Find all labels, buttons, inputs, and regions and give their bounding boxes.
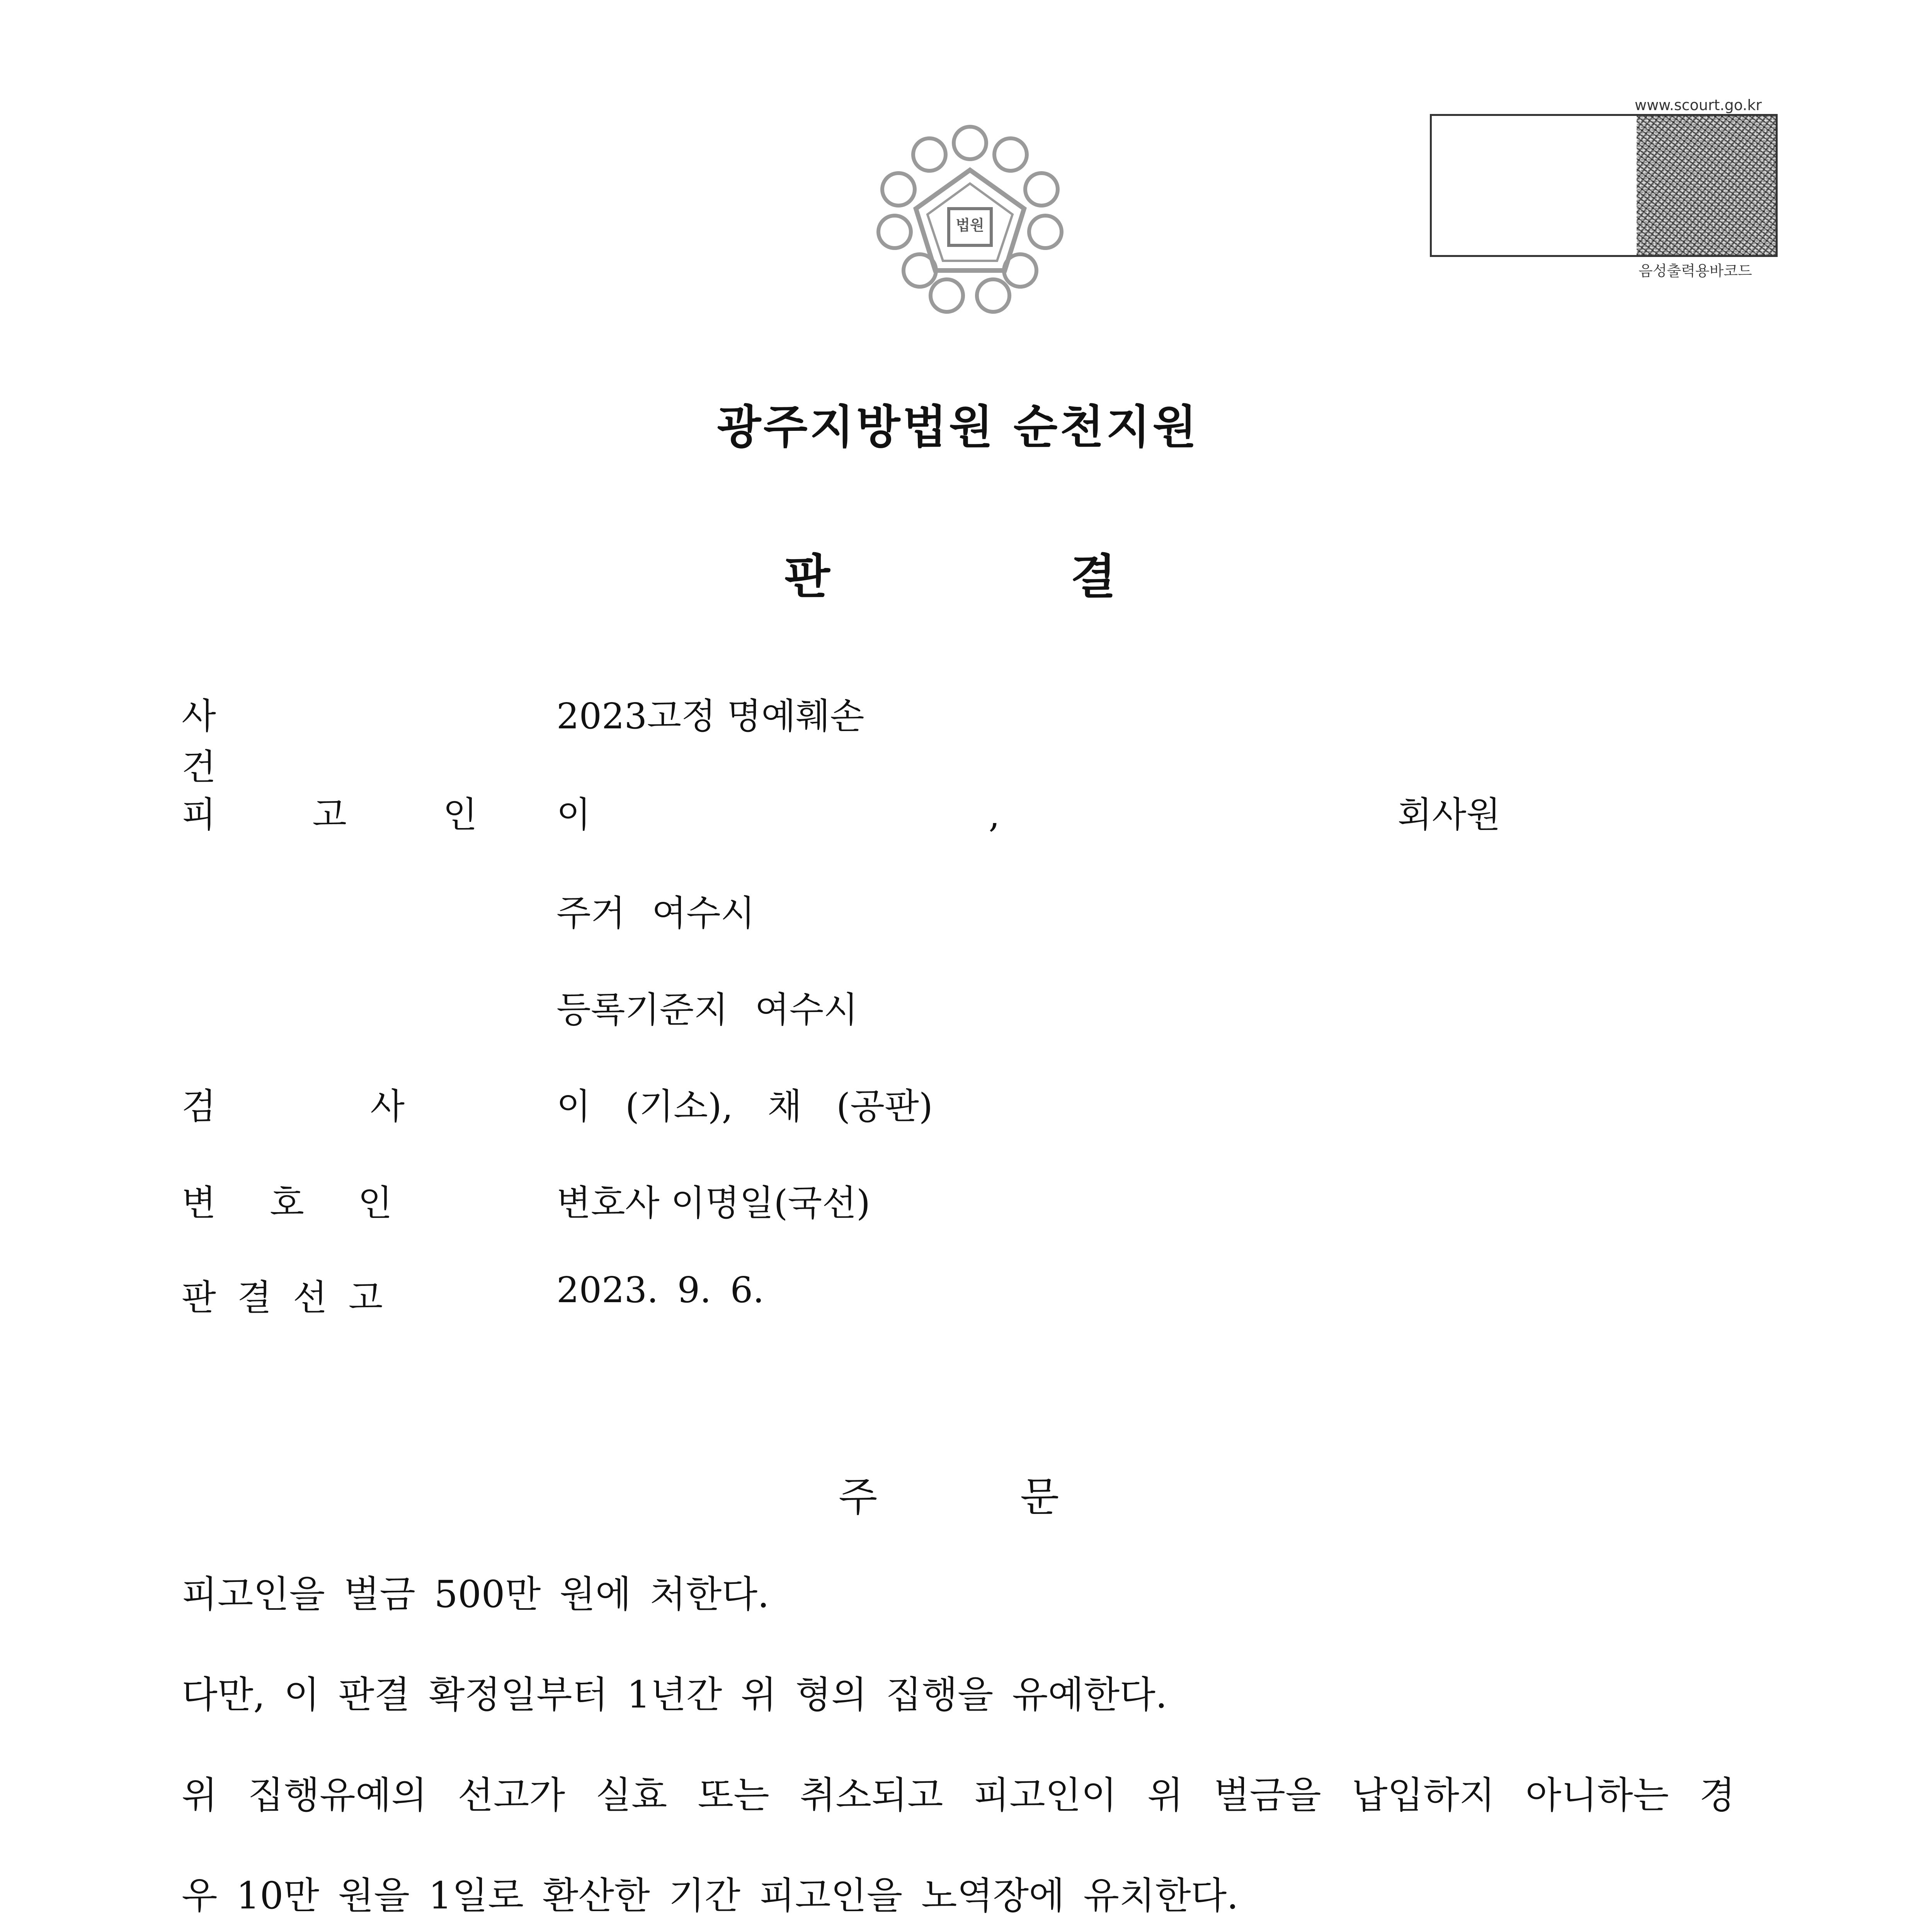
value-registry: 등록기준지 여수시	[556, 989, 858, 1031]
value-case: 2023고정 명예훼손	[556, 696, 864, 737]
value-sentence-date: 2023. 9. 6.	[556, 1269, 764, 1311]
document-title-char-1: 판	[784, 549, 830, 604]
audio-barcode-caption: 음성출력용바코드	[1639, 262, 1752, 279]
label-sentence-date: 판결선고	[182, 1277, 404, 1318]
value-counsel: 변호사 이명일(국선)	[556, 1182, 871, 1224]
value-residence: 주거 여수시	[556, 893, 755, 934]
audio-barcode-box	[1430, 114, 1778, 257]
value-prosecutor: 이 (기소), 채 (공판)	[556, 1086, 933, 1127]
audio-barcode-pattern	[1637, 116, 1776, 255]
order-line-1: 피고인을 벌금 500만 원에 처한다.	[182, 1573, 769, 1616]
audio-barcode-url: www.scourt.go.kr	[1635, 97, 1762, 114]
order-heading-char-2: 문	[1020, 1473, 1059, 1520]
order-line-2: 다만, 이 판결 확정일부터 1년간 위 형의 집행을 유예한다.	[182, 1673, 1167, 1716]
court-seal	[862, 116, 1078, 317]
label-counsel: 변 호 인	[182, 1182, 393, 1224]
label-defendant: 피 고 인	[182, 794, 520, 835]
label-case	[182, 688, 394, 790]
order-line-3: 위 집행유예의 선고가 실효 또는 취소되고 피고인이 위 벌금을 납입하지 아니하는 경	[182, 1774, 1735, 1817]
document-title-char-2: 결	[1070, 549, 1116, 604]
order-line-4: 우 10만 원을 1일로 환산한 기간 피고인을 노역장에 유치한다.	[182, 1874, 1239, 1917]
value-defendant: 이 , 회사원	[556, 794, 1501, 835]
label-prosecutor: 검 사	[182, 1086, 405, 1127]
order-heading-char-1: 주	[839, 1473, 878, 1520]
label-case-text: 사 건	[182, 696, 363, 788]
seal-text: 법원	[956, 217, 984, 234]
court-name: 광주지방법원 순천지원	[717, 400, 1199, 454]
